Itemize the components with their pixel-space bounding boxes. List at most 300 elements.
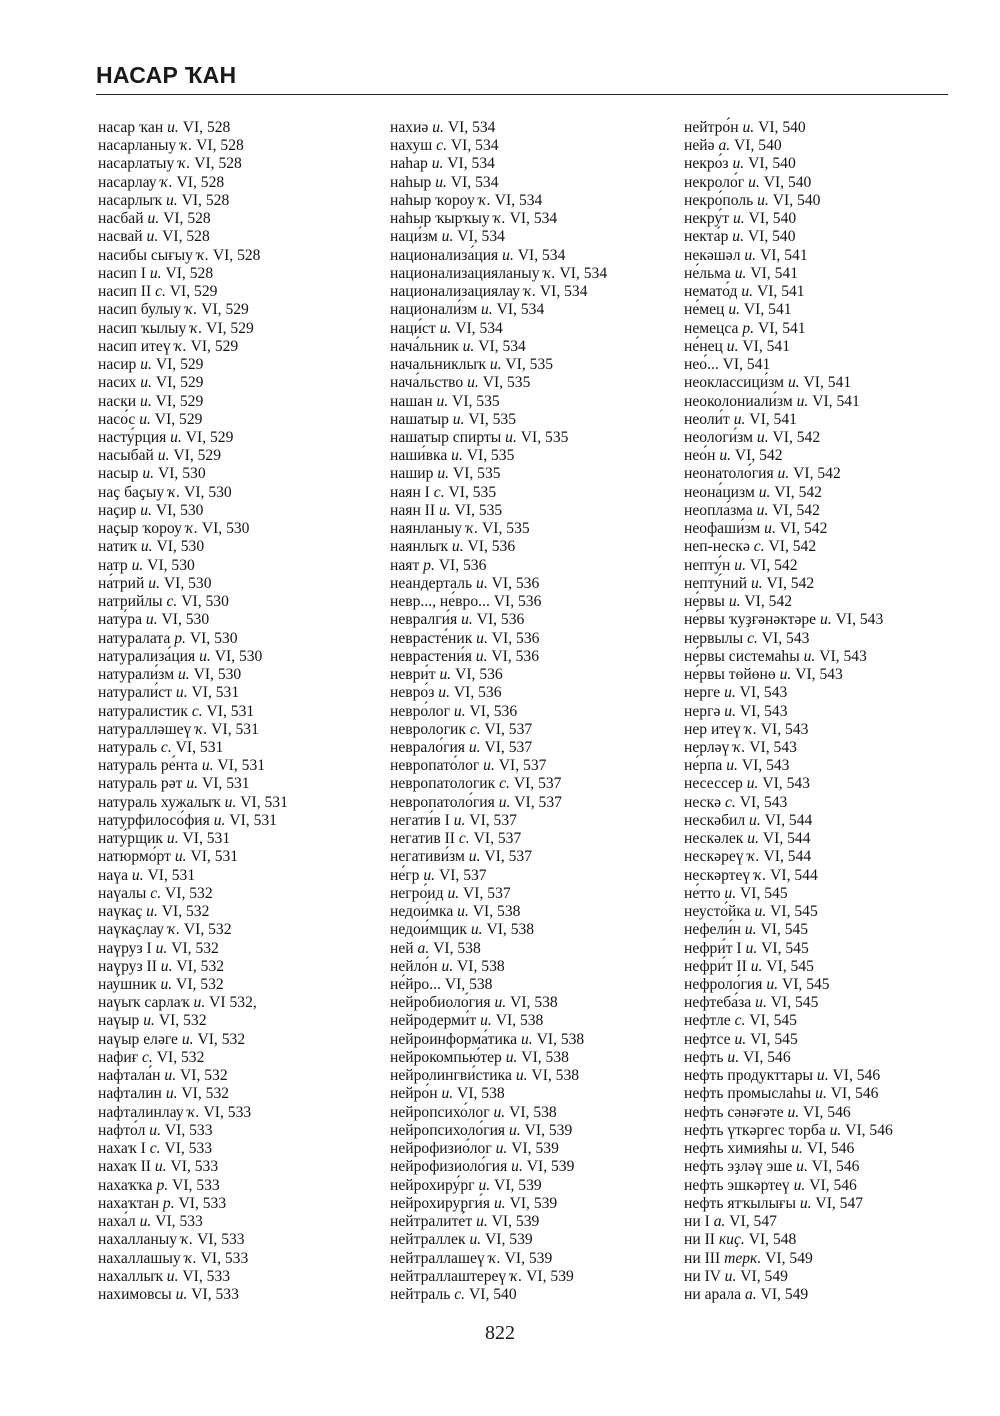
volume-page-ref: VI, 542: [768, 501, 820, 519]
headword: насарлыҡ: [98, 191, 166, 209]
headword: нейрохиру́рг: [390, 1176, 479, 1194]
part-of-speech: р.: [742, 319, 755, 337]
headword: насарлау: [98, 173, 161, 191]
volume-page-ref: VI, 541: [808, 392, 860, 410]
headword: национализациялау: [390, 283, 524, 301]
part-of-speech: и.: [728, 593, 741, 611]
part-of-speech: и.: [758, 483, 771, 501]
volume-page-ref: VI, 542: [789, 465, 841, 483]
headword: наүруз II: [98, 957, 161, 975]
volume-page-ref: VI, 530: [189, 666, 242, 684]
dictionary-entry: [390, 320, 607, 338]
headword: невралги́я: [390, 611, 462, 629]
headword: наүкаҫ: [98, 903, 147, 921]
dictionary-entry: [390, 557, 607, 575]
headword: некру́т: [684, 210, 733, 228]
dictionary-entry: [684, 775, 893, 793]
volume-page-ref: VI, 533: [151, 1213, 203, 1231]
volume-page-ref: VI, 538: [491, 1012, 544, 1030]
headword: немецса: [684, 319, 743, 337]
dictionary-entry: [684, 885, 893, 903]
part-of-speech: ҡ.: [168, 483, 181, 501]
part-of-speech: и.: [734, 556, 746, 574]
dictionary-entry: [684, 283, 893, 301]
part-of-speech: и.: [511, 1158, 523, 1176]
dictionary-entry: [684, 1231, 893, 1249]
volume-page-ref: VI, 534: [443, 155, 495, 173]
headword: натурали́зм: [98, 666, 178, 684]
dictionary-entry: [98, 1231, 288, 1249]
part-of-speech: и.: [803, 647, 816, 665]
volume-page-ref: VI, 538: [453, 957, 505, 975]
part-of-speech: и.: [793, 1176, 806, 1194]
dictionary-entry: [390, 739, 607, 757]
volume-page-ref: VI, 529: [202, 319, 254, 337]
headword: нерләү: [684, 738, 734, 756]
headword: нефть эшкәртеү: [684, 1176, 794, 1194]
headword: неандерталь: [390, 574, 477, 592]
part-of-speech: и.: [441, 1085, 454, 1103]
headword: нату́рщик: [98, 830, 167, 848]
volume-page-ref: VI, 530: [210, 647, 263, 665]
part-of-speech: и.: [140, 356, 152, 374]
volume-page-ref: VI, 546: [826, 1085, 879, 1103]
dictionary-entry: [390, 794, 607, 812]
dictionary-entry: [684, 976, 893, 994]
part-of-speech: ҡ.: [196, 246, 209, 264]
volume-page-ref: VI, 529: [181, 428, 234, 446]
dictionary-entry: [390, 1250, 607, 1268]
headword: национализацияланыу: [390, 264, 544, 282]
dictionary-entry: [390, 721, 607, 739]
headword: неонатоло́гия: [684, 465, 778, 483]
volume-page-ref: VI, 534: [474, 337, 526, 355]
volume-page-ref: VI, 536: [487, 574, 540, 592]
part-of-speech: с.: [499, 775, 510, 793]
part-of-speech: и.: [481, 301, 493, 319]
volume-page-ref: VI, 538: [527, 1067, 580, 1085]
volume-page-ref: VI, 533: [168, 1176, 220, 1194]
volume-page-ref: VI, 543: [758, 775, 810, 793]
part-of-speech: ҡ.: [523, 283, 536, 301]
dictionary-entry: [98, 1268, 288, 1286]
part-of-speech: и.: [787, 374, 800, 392]
volume-page-ref: VI, 540: [754, 119, 806, 136]
volume-page-ref: VI, 549: [736, 1267, 788, 1285]
volume-page-ref: VI, 541: [799, 374, 852, 392]
volume-page-ref: VI, 540: [744, 210, 797, 228]
part-of-speech: и.: [432, 119, 444, 136]
dictionary-entry: [98, 1250, 288, 1268]
headword: насип итеү: [98, 337, 175, 355]
headword: нефри́т II: [684, 957, 751, 975]
part-of-speech: р.: [423, 556, 435, 574]
headword: насар ҡан: [98, 119, 168, 136]
dictionary-entry: [98, 994, 288, 1012]
dictionary-entry: [98, 247, 288, 265]
dictionary-entry: [390, 867, 607, 885]
part-of-speech: и.: [146, 228, 159, 246]
dictionary-entry: [684, 393, 893, 411]
part-of-speech: и.: [744, 246, 757, 264]
dictionary-entry: [98, 739, 288, 757]
volume-page-ref: VI, 536: [449, 684, 502, 702]
part-of-speech: а.: [718, 137, 731, 155]
headword: наүыр еләге: [98, 1030, 182, 1048]
volume-page-ref: VI, 528: [192, 137, 244, 155]
headword: невропатоло́гия: [390, 793, 499, 811]
volume-page-ref: VI, 543: [735, 793, 788, 811]
volume-page-ref: VI, 529: [150, 410, 203, 428]
dictionary-entry: [390, 1140, 607, 1158]
volume-page-ref: VI 532,: [205, 994, 257, 1012]
part-of-speech: и.: [437, 465, 450, 483]
part-of-speech: и.: [166, 191, 178, 209]
headword: на́трий: [98, 574, 149, 592]
dictionary-entry: [684, 557, 893, 575]
dictionary-entry: [98, 1140, 288, 1158]
volume-page-ref: VI, 548: [744, 1231, 797, 1249]
volume-page-ref: VI, 528: [190, 155, 242, 173]
volume-page-ref: VI, 532: [152, 1048, 205, 1066]
dictionary-entry: [98, 356, 288, 374]
part-of-speech: ҡ.: [510, 1267, 523, 1285]
part-of-speech: и.: [160, 976, 173, 994]
volume-page-ref: VI, 535: [516, 428, 569, 446]
part-of-speech: и.: [438, 501, 451, 519]
headword: нейло́н: [390, 957, 442, 975]
part-of-speech: и.: [436, 392, 449, 410]
part-of-speech: и.: [131, 556, 144, 574]
dictionary-entry: [390, 1177, 607, 1195]
headword: не́мец: [684, 301, 729, 319]
dictionary-entry: [98, 1195, 288, 1213]
headword: негати́в I: [390, 811, 454, 829]
part-of-speech: и.: [469, 1231, 482, 1249]
headword: нефроло́гия: [684, 976, 767, 994]
headword: нейрофизио́лог: [390, 1140, 496, 1158]
part-of-speech: ҡ.: [174, 337, 187, 355]
dictionary-entry: [684, 1158, 893, 1176]
headword: наха́л: [98, 1213, 140, 1231]
volume-page-ref: VI, 530: [154, 465, 206, 483]
dictionary-entry: [98, 958, 288, 976]
headword: нейро́н: [390, 1085, 442, 1103]
headword: некта́р: [684, 228, 733, 246]
dictionary-entry: [98, 1012, 288, 1030]
dictionary-entry: [684, 666, 893, 684]
dictionary-entry: [390, 301, 607, 319]
dictionary-entry: [390, 247, 607, 265]
dictionary-entry: [98, 775, 288, 793]
headword: насвай: [98, 228, 147, 246]
headword: нахаҡ I: [98, 1140, 150, 1158]
dictionary-entry: [390, 848, 607, 866]
volume-page-ref: VI, 540: [759, 173, 812, 191]
part-of-speech: и.: [462, 337, 475, 355]
dictionary-entry: [390, 1286, 607, 1304]
volume-page-ref: VI, 534: [453, 228, 505, 246]
dictionary-entry: [390, 648, 607, 666]
headword: нейтро́н: [684, 119, 743, 136]
dictionary-entry: [390, 994, 607, 1012]
dictionary-entry: [390, 338, 607, 356]
volume-page-ref: VI, 542: [762, 574, 815, 592]
headword: нейрохирурги́я: [390, 1194, 494, 1212]
dictionary-entry: [684, 429, 893, 447]
volume-page-ref: VI, 531: [186, 848, 239, 866]
volume-page-ref: VI, 533: [193, 1231, 245, 1249]
headword: нафиғ: [98, 1048, 143, 1066]
volume-page-ref: VI, 528: [158, 228, 210, 246]
volume-page-ref: VI, 538: [532, 1030, 585, 1048]
volume-page-ref: VI, 531: [213, 757, 266, 775]
headword: нейтраллек: [390, 1231, 470, 1249]
part-of-speech: и.: [748, 173, 760, 191]
part-of-speech: р.: [174, 629, 186, 647]
headword: нейропсихо́лог: [390, 1103, 494, 1121]
headword: наүыр: [98, 1012, 144, 1030]
dictionary-entry: [98, 210, 288, 228]
headword: неоли́т: [684, 410, 734, 428]
dictionary-entry: [684, 593, 893, 611]
part-of-speech: ҡ.: [185, 301, 198, 319]
part-of-speech: и.: [140, 392, 152, 410]
dictionary-entry: [390, 630, 607, 648]
dictionary-entry: [684, 721, 893, 739]
headword: насо́с: [98, 410, 140, 428]
headword: натураль ре́нта: [98, 757, 202, 775]
dictionary-entry: [390, 1067, 607, 1085]
volume-page-ref: VI, 534: [447, 137, 499, 155]
volume-page-ref: VI, 538: [468, 903, 521, 921]
part-of-speech: и.: [146, 903, 158, 921]
dictionary-entry: [684, 848, 893, 866]
part-of-speech: ҡ.: [180, 137, 193, 155]
volume-page-ref: VI, 536: [472, 611, 525, 629]
volume-page-ref: VI, 549: [761, 1249, 813, 1267]
dictionary-entry: [684, 1104, 893, 1122]
part-of-speech: и.: [754, 903, 767, 921]
part-of-speech: и.: [724, 702, 736, 720]
headword: нау́шник: [98, 976, 161, 994]
part-of-speech: и.: [170, 428, 182, 446]
part-of-speech: и.: [439, 666, 452, 684]
volume-page-ref: VI, 536: [487, 647, 540, 665]
volume-page-ref: VI, 541: [754, 319, 806, 337]
part-of-speech: терк.: [724, 1249, 762, 1267]
dictionary-entry: [98, 794, 288, 812]
dictionary-entry: [98, 812, 288, 830]
dictionary-entry: [684, 356, 893, 374]
dictionary-entry: [684, 1122, 893, 1140]
volume-page-ref: VI, 530: [151, 501, 204, 519]
dictionary-entry: [390, 1049, 607, 1067]
headword: насибы сығыу: [98, 246, 197, 264]
volume-page-ref: VI, 545: [778, 976, 830, 994]
part-of-speech: и.: [728, 301, 741, 319]
volume-page-ref: VI, 534: [513, 246, 566, 264]
volume-page-ref: VI, 536: [487, 629, 540, 647]
part-of-speech: ҡ.: [488, 1249, 501, 1267]
dictionary-entry: [684, 137, 893, 155]
headword: нескәбил: [684, 811, 750, 829]
headword: негативи́зм: [390, 848, 469, 866]
part-of-speech: и.: [423, 866, 436, 884]
part-of-speech: и.: [441, 228, 454, 246]
headword: нахалланыу: [98, 1231, 181, 1249]
volume-page-ref: VI, 535: [450, 501, 503, 519]
dictionary-entry: [684, 1250, 893, 1268]
headword: неоколониали́зм: [684, 392, 797, 410]
headword: неп-нескә: [684, 538, 754, 556]
part-of-speech: и.: [154, 1158, 167, 1176]
volume-page-ref: VI, 543: [735, 702, 788, 720]
dictionary-entry: [98, 320, 288, 338]
part-of-speech: и.: [816, 1067, 829, 1085]
volume-page-ref: VI, 532: [154, 1012, 207, 1030]
part-of-speech: и.: [732, 155, 745, 173]
volume-page-ref: VI, 532: [172, 976, 224, 994]
volume-page-ref: VI, 538: [453, 1085, 505, 1103]
entries-column-2: [390, 119, 607, 1304]
headword: насарлатыу: [98, 155, 179, 173]
dictionary-entry: [684, 1031, 893, 1049]
volume-page-ref: VI, 542: [764, 538, 817, 556]
part-of-speech: и.: [750, 957, 763, 975]
volume-page-ref: VI, 533: [166, 1158, 219, 1176]
part-of-speech: ҡ.: [744, 720, 757, 738]
volume-page-ref: VI, 539: [522, 1267, 574, 1285]
volume-page-ref: VI, 542: [770, 483, 822, 501]
dictionary-entry: [98, 684, 288, 702]
part-of-speech: и.: [744, 921, 757, 939]
headword: нейролингви́стика: [390, 1067, 516, 1085]
part-of-speech: с.: [454, 1286, 466, 1303]
headword: неоклассици́зм: [684, 374, 788, 392]
headword: нейтраллашеү: [390, 1249, 489, 1267]
dictionary-entry: [98, 885, 288, 903]
part-of-speech: ҡ.: [493, 210, 506, 228]
headword: наҫир: [98, 501, 141, 519]
headword: невр..., не́вро...: [390, 593, 494, 611]
part-of-speech: и.: [160, 957, 173, 975]
volume-page-ref: VI, 533: [199, 1103, 252, 1121]
dictionary-entry: [390, 1213, 607, 1231]
dictionary-entry: [390, 812, 607, 830]
dictionary-entry: [684, 703, 893, 721]
volume-page-ref: VI, 530: [185, 629, 238, 647]
headword: наүыҡ сарлаҡ: [98, 994, 194, 1012]
headword: непту́н: [684, 556, 735, 574]
volume-page-ref: VI, 531: [198, 775, 250, 793]
part-of-speech: и.: [201, 757, 214, 775]
part-of-speech: а.: [744, 1286, 757, 1303]
part-of-speech: и.: [515, 1067, 528, 1085]
dictionary-entry: [390, 684, 607, 702]
dictionary-entry: [98, 374, 288, 392]
headword: неологи́зм: [684, 428, 757, 446]
dictionary-entry: [390, 703, 607, 721]
headword: наһыр: [390, 173, 436, 191]
dictionary-entry: [98, 593, 288, 611]
volume-page-ref: VI, 549: [756, 1286, 809, 1303]
headword: насарланыу: [98, 137, 181, 155]
headword: нефть промыслаһы: [684, 1085, 816, 1103]
headword: нахаҡтан: [98, 1194, 163, 1212]
headword: наһыр ҡороу: [390, 191, 479, 209]
dictionary-entry: [98, 520, 288, 538]
volume-page-ref: VI, 529: [151, 392, 204, 410]
part-of-speech: и.: [447, 884, 460, 902]
volume-page-ref: VI, 531: [207, 720, 259, 738]
part-of-speech: и.: [791, 1140, 803, 1158]
headword: нергә: [684, 702, 725, 720]
dictionary-entry: [98, 867, 288, 885]
headword: нео́...: [684, 356, 723, 374]
part-of-speech: ҡ.: [190, 319, 203, 337]
headword: нефтсе: [684, 1030, 735, 1048]
part-of-speech: и.: [493, 1103, 506, 1121]
volume-page-ref: VI, 540: [768, 191, 821, 209]
dictionary-entry: [684, 265, 893, 283]
dictionary-entry: [390, 757, 607, 775]
part-of-speech: и.: [483, 757, 495, 775]
dictionary-entry: [98, 1104, 288, 1122]
headword: невропатологик: [390, 775, 500, 793]
volume-page-ref: VI, 538: [517, 1048, 569, 1066]
part-of-speech: и.: [157, 447, 170, 465]
headword: нефри́т I: [684, 939, 746, 957]
volume-page-ref: VI, 539: [490, 1176, 542, 1194]
volume-page-ref: VI, 546: [739, 1048, 791, 1066]
headword: нейтраль: [390, 1286, 455, 1303]
dictionary-entry: [98, 703, 288, 721]
dictionary-entry: [98, 411, 288, 429]
dictionary-entry: [390, 976, 607, 994]
volume-page-ref: VI, 541: [722, 356, 771, 374]
entries-column-1: [98, 119, 288, 1304]
headword: насыбай: [98, 447, 158, 465]
dictionary-entry: [684, 684, 893, 702]
headword: наши́вка: [390, 447, 452, 465]
part-of-speech: а.: [713, 1213, 726, 1231]
part-of-speech: и.: [131, 866, 144, 884]
dictionary-entry: [684, 338, 893, 356]
volume-page-ref: VI, 540: [744, 155, 796, 173]
volume-page-ref: VI, 533: [187, 1286, 239, 1303]
part-of-speech: и.: [733, 410, 746, 428]
volume-page-ref: VI, 543: [737, 757, 790, 775]
volume-page-ref: VI, 542: [731, 447, 783, 465]
volume-page-ref: VI, 546: [802, 1140, 855, 1158]
part-of-speech: и.: [461, 611, 473, 629]
dictionary-entry: [98, 848, 288, 866]
dictionary-entry: [98, 1286, 288, 1304]
volume-page-ref: VI, 533: [160, 1140, 213, 1158]
part-of-speech: и.: [745, 939, 758, 957]
headword: неврологик: [390, 720, 470, 738]
dictionary-entry: [390, 1231, 607, 1249]
part-of-speech: и.: [165, 1085, 178, 1103]
volume-page-ref: VI, 543: [831, 611, 884, 629]
part-of-speech: а.: [417, 939, 430, 957]
part-of-speech: и.: [453, 702, 466, 720]
volume-page-ref: VI, 528: [159, 210, 211, 228]
headword: некәшәл: [684, 246, 745, 264]
headword: натурализа́ция: [98, 647, 200, 665]
dictionary-entry: [390, 921, 607, 939]
